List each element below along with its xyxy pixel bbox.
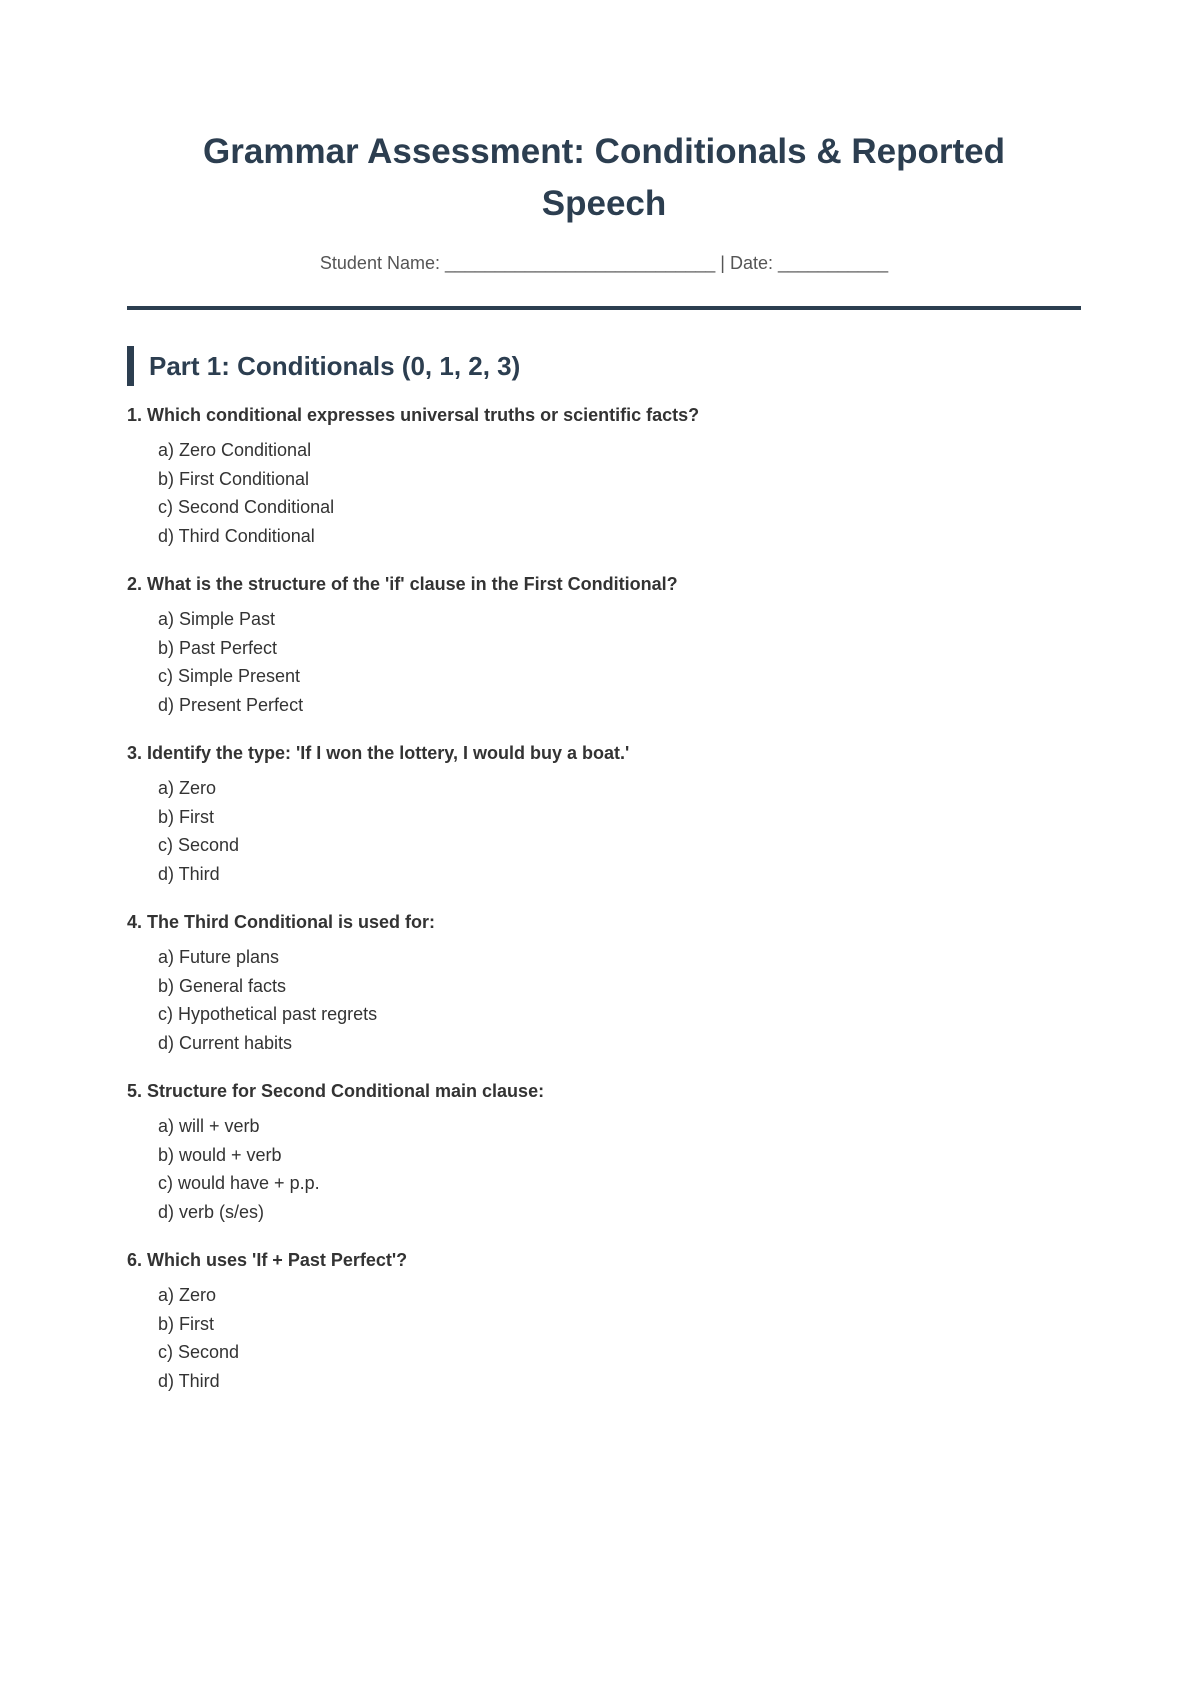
option-d: d) Current habits [158, 1032, 293, 1053]
question-text: 6. Which uses 'If + Past Perfect'? [127, 1250, 408, 1270]
option-a: a) Simple Past [158, 609, 276, 629]
option-b: b) General facts [158, 975, 287, 996]
option-a: a) Zero Conditional [158, 440, 312, 460]
option-a: a) will + verb [158, 1116, 260, 1136]
document-title: Grammar Assessment: Conditionals & Reported Speech [203, 132, 1005, 223]
option-c: c) Second [158, 835, 240, 855]
question-5 [127, 1079, 1081, 1226]
option-list [127, 605, 1081, 719]
question-text: 1. Which conditional expresses universal truths or scientific facts? [127, 405, 700, 425]
option-d: d) Third [158, 1370, 220, 1391]
option-list [127, 436, 1081, 550]
question-text: 2. What is the structure of the 'if' clause in the First Conditional? [127, 574, 678, 594]
option-a: a) Future plans [158, 947, 280, 967]
option-d: d) Present Perfect [158, 694, 304, 715]
header-divider [127, 306, 1081, 310]
option-b: b) First Conditional [158, 468, 310, 489]
option-d: d) Third Conditional [158, 525, 315, 546]
option-b: b) First [158, 806, 214, 827]
section-heading: Part 1: Conditionals (0, 1, 2, 3) [127, 346, 1081, 386]
option-c: c) Hypothetical past regrets [158, 1004, 378, 1024]
option-d: d) Third [158, 863, 220, 884]
option-list [127, 774, 1081, 888]
question-list [127, 403, 1081, 1395]
question-2 [127, 572, 1081, 719]
option-list [127, 1281, 1081, 1395]
option-list [127, 1112, 1081, 1226]
option-a: a) Zero [158, 1285, 217, 1305]
option-c: c) would have + p.p. [158, 1173, 320, 1193]
question-4 [127, 910, 1081, 1057]
document-page [127, 126, 1081, 1417]
question-3 [127, 741, 1081, 888]
option-b: b) Past Perfect [158, 637, 278, 658]
option-d: d) verb (s/es) [158, 1201, 265, 1222]
question-text: 3. Identify the type: 'If I won the lottery, I would buy a boat.' [127, 743, 630, 763]
option-list [127, 943, 1081, 1057]
option-b: b) would + verb [158, 1144, 282, 1165]
option-a: a) Zero [158, 778, 217, 798]
option-c: c) Simple Present [158, 666, 301, 686]
option-c: c) Second [158, 1342, 240, 1362]
option-c: c) Second Conditional [158, 497, 335, 517]
question-6 [127, 1248, 1081, 1395]
question-text: 5. Structure for Second Conditional main clause: [127, 1081, 545, 1101]
question-text: 4. The Third Conditional is used for: [127, 912, 436, 932]
student-info-line: Student Name: ___________________________ | Date: ___________ [319, 253, 889, 273]
option-b: b) First [158, 1313, 214, 1334]
question-1 [127, 403, 1081, 550]
